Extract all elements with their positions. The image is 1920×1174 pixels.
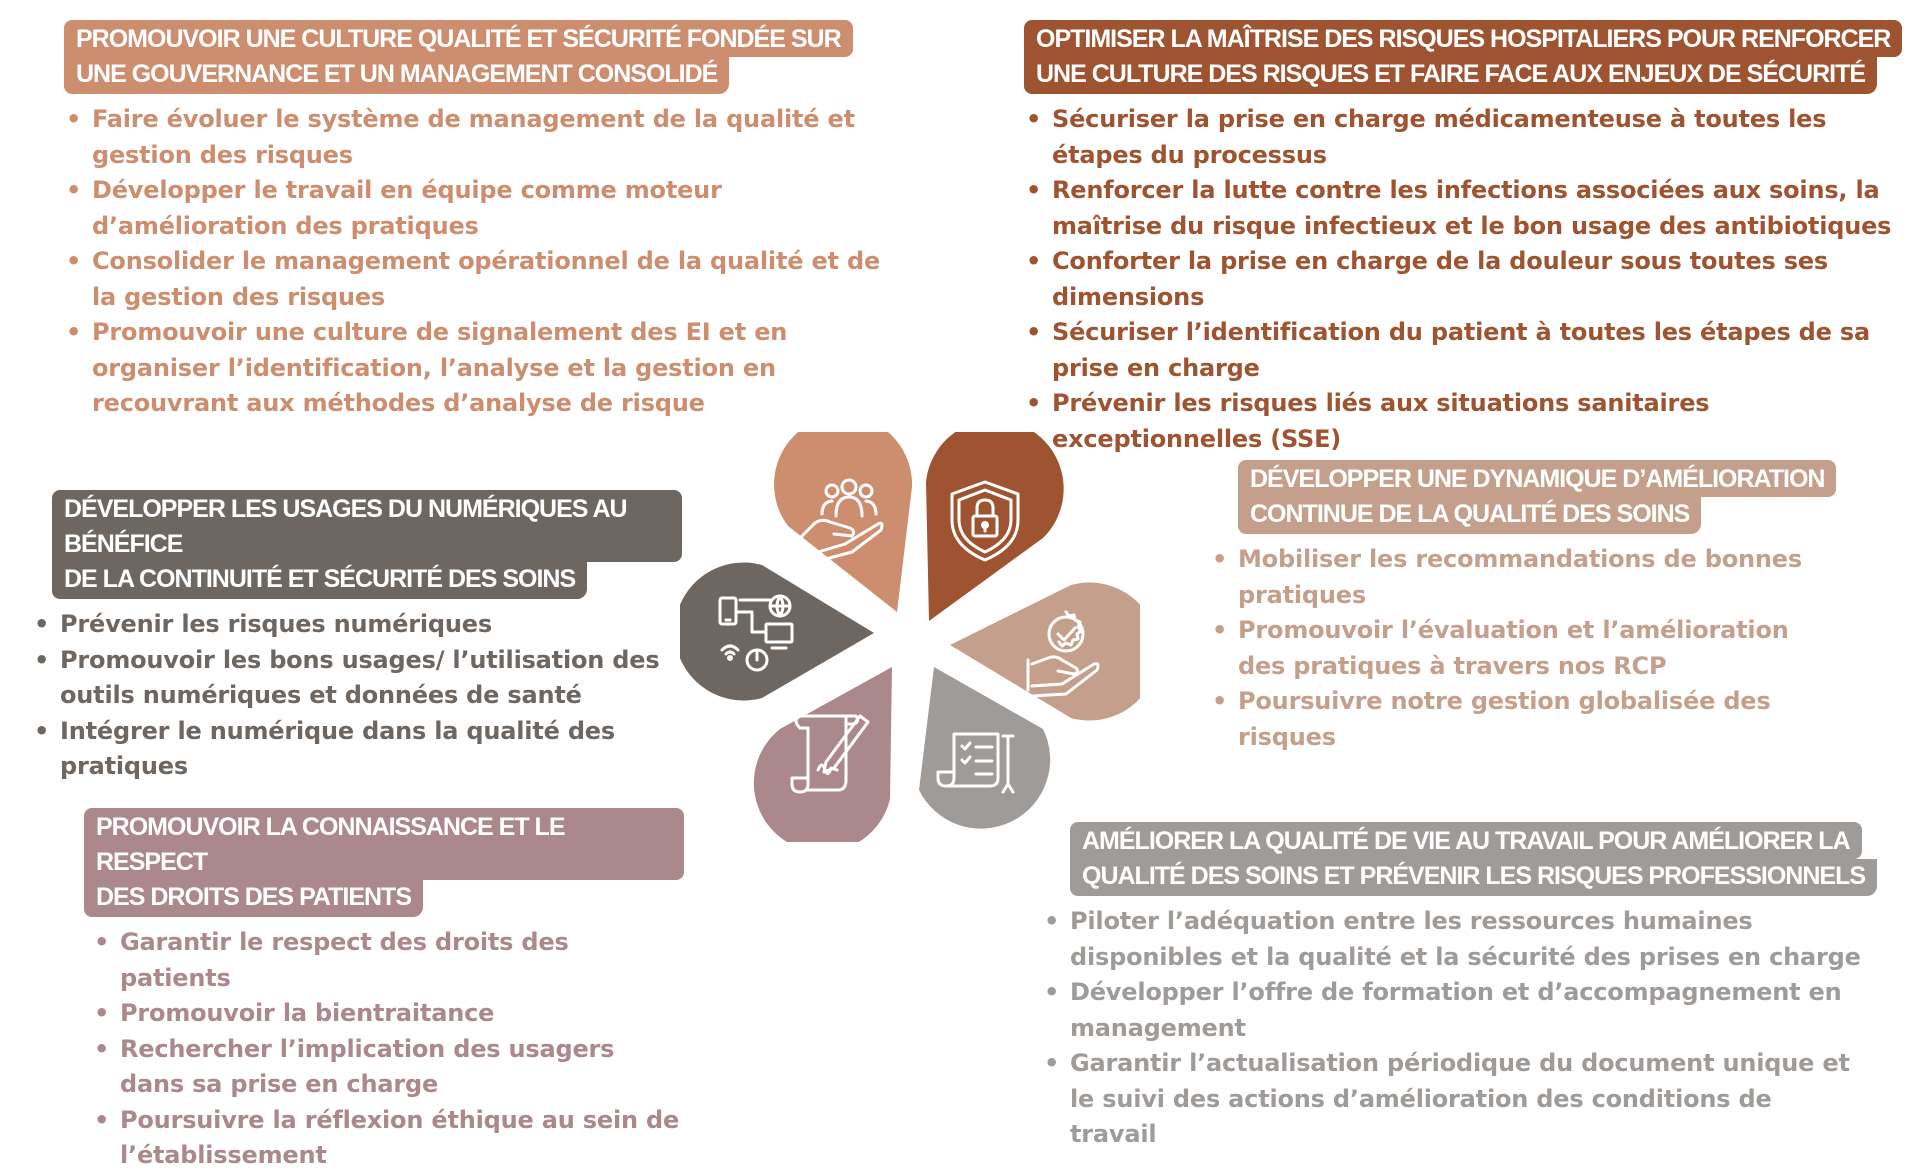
list-item: • Renforcer la lutte contre les infections associées aux soins, la maîtrise du risque infectieux et le bon usage des antibiotiques [1024, 173, 1914, 244]
petal-rights [754, 667, 892, 842]
axis-title [1238, 460, 1908, 534]
title-line: DES DROITS DES PATIENTS [84, 880, 423, 917]
list-item: • Garantir l’actualisation périodique du document unique et le suivi des actions d’amélioration des conditions de travail [1042, 1046, 1862, 1153]
petal-security [926, 432, 1064, 621]
list-item: • Poursuivre notre gestion globalisée des risques [1210, 684, 1810, 755]
list-item: • Piloter l’adéquation entre les ressources humaines disponibles et la qualité et la sécurité des prises en charge [1042, 904, 1862, 975]
list-item: • Prévenir les risques numériques [32, 607, 662, 643]
list-item: • Promouvoir une culture de signalement des EI et en organiser l’identification, l’analyse et la gestion en recouvrant aux méthodes d’analyse de risque [64, 315, 904, 422]
list-item: • Mobiliser les recommandations de bonnes pratiques [1210, 542, 1810, 613]
title-line: UNE CULTURE DES RISQUES ET FAIRE FACE AUX ENJEUX DE SÉCURITÉ [1024, 57, 1877, 94]
list-item: • Faire évoluer le système de management de la qualité et gestion des risques [64, 102, 904, 173]
axis-title [84, 808, 684, 917]
list-item: • Développer l’offre de formation et d’accompagnement en management [1042, 975, 1862, 1046]
axis-title [64, 20, 904, 94]
axis-items [1024, 102, 1914, 457]
title-line: OPTIMISER LA MAÎTRISE DES RISQUES HOSPITALIERS POUR RENFORCER [1024, 20, 1902, 57]
title-line: CONTINUE DE LA QUALITÉ DES SOINS [1238, 497, 1701, 534]
axis-droits-patients [84, 808, 684, 1174]
axis-title [52, 490, 682, 599]
list-item: • Sécuriser l’identification du patient à toutes les étapes de sa prise en charge [1024, 315, 1914, 386]
axis-title [1024, 20, 1914, 94]
axis-items [1042, 904, 1862, 1153]
petal-shape [754, 667, 892, 842]
axis-items [64, 102, 904, 422]
title-line: AMÉLIORER LA QUALITÉ DE VIE AU TRAVAIL POUR AMÉLIORER LA [1070, 822, 1862, 859]
petal-shape [680, 563, 874, 701]
list-item: • Promouvoir l’évaluation et l’amélioration des pratiques à travers nos RCP [1210, 613, 1810, 684]
title-line: UNE GOUVERNANCE ET UN MANAGEMENT CONSOLIDÉ [64, 57, 729, 94]
list-item: • Conforter la prise en charge de la douleur sous toutes ses dimensions [1024, 244, 1914, 315]
petal-digital [680, 563, 874, 701]
title-line: DE LA CONTINUITÉ ET SÉCURITÉ DES SOINS [52, 562, 587, 599]
title-line: DÉVELOPPER UNE DYNAMIQUE D’AMÉLIORATION [1238, 460, 1836, 497]
list-item: • Promouvoir la bientraitance [92, 996, 682, 1032]
axis-numerique [52, 490, 682, 785]
title-line: PROMOUVOIR LA CONNAISSANCE ET LE RESPECT [84, 808, 684, 880]
list-item: • Rechercher l’implication des usagers dans sa prise en charge [92, 1032, 682, 1103]
flower-diagram [680, 432, 1140, 842]
list-item: • Consolider le management opérationnel de la qualité et de la gestion des risques [64, 244, 904, 315]
list-item: • Prévenir les risques liés aux situations sanitaires exceptionnelles (SSE) [1024, 386, 1914, 457]
axis-qualite-vie-travail [1070, 822, 1910, 1153]
title-line: QUALITÉ DES SOINS ET PRÉVENIR LES RISQUES PROFESSIONNELS [1070, 859, 1877, 896]
list-item: • Sécuriser la prise en charge médicamenteuse à toutes les étapes du processus [1024, 102, 1914, 173]
axis-items [92, 925, 682, 1174]
axis-amelioration-continue [1238, 460, 1908, 755]
list-item: • Garantir le respect des droits des patients [92, 925, 682, 996]
list-item: • Promouvoir les bons usages/ l’utilisation des outils numériques et données de santé [32, 643, 662, 714]
axis-culture-qualite [64, 20, 904, 422]
list-item: • Intégrer le numérique dans la qualité des pratiques [32, 714, 662, 785]
axis-maitrise-risques [1024, 20, 1914, 457]
axis-title [1070, 822, 1910, 896]
list-item: • Développer le travail en équipe comme moteur d’amélioration des pratiques [64, 173, 904, 244]
list-item: • Poursuivre la réflexion éthique au sein de l’établissement [92, 1103, 682, 1174]
title-line: DÉVELOPPER LES USAGES DU NUMÉRIQUES AU BÉNÉFICE [52, 490, 682, 562]
axis-items [1210, 542, 1810, 755]
petal-shape [926, 432, 1064, 621]
axis-items [32, 607, 662, 785]
title-line: PROMOUVOIR UNE CULTURE QUALITÉ ET SÉCURITÉ FONDÉE SUR [64, 20, 853, 57]
